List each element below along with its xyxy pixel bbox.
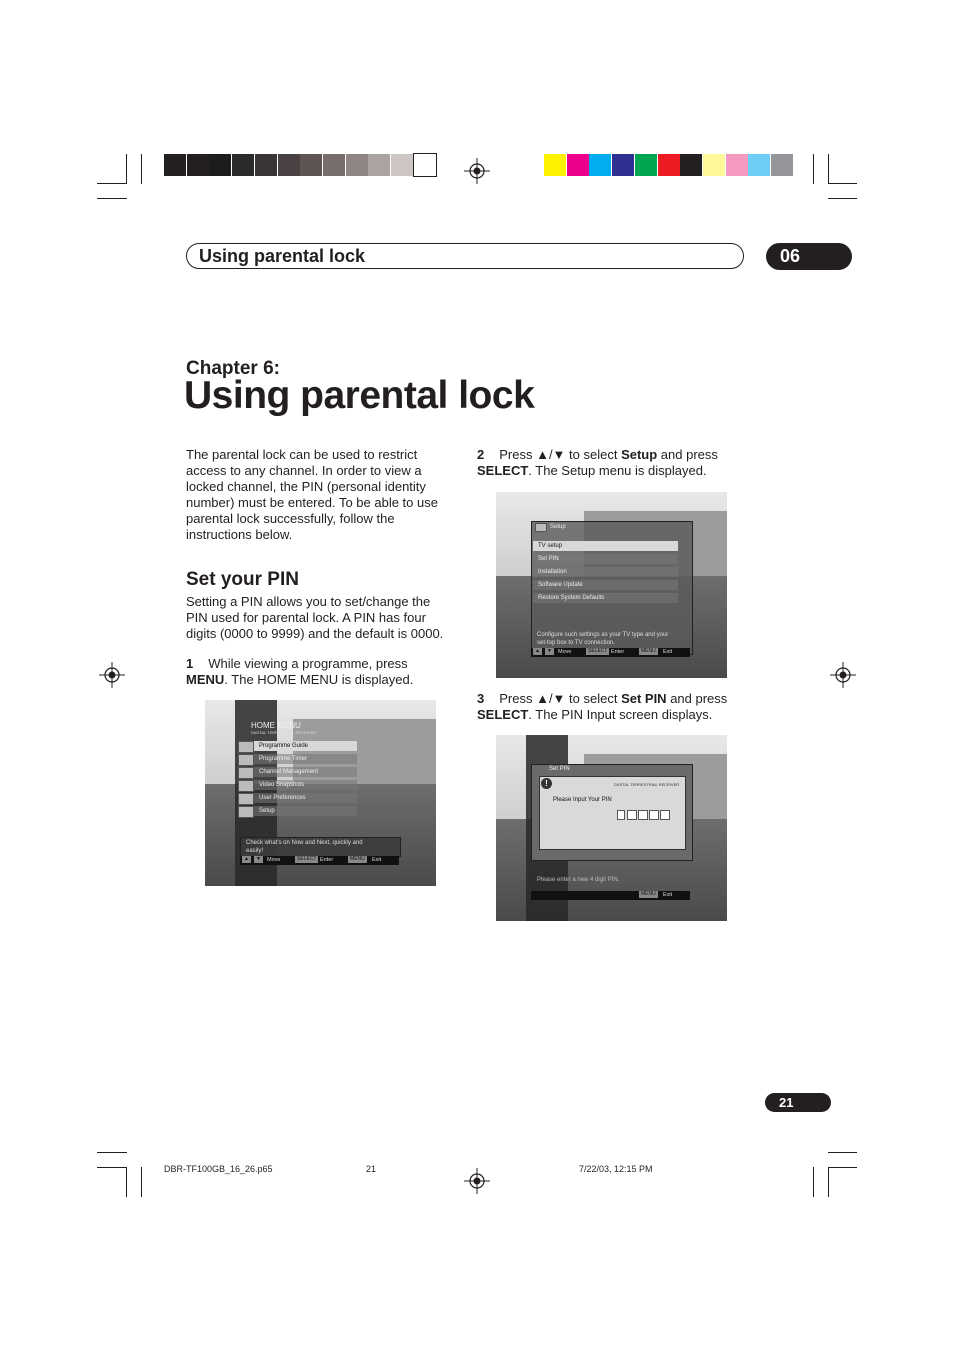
intro-line: parental lock successfully, follow the [186, 511, 395, 526]
registration-mark-icon [464, 158, 490, 184]
calibration-swatch [255, 154, 277, 176]
pin-digit-field[interactable] [627, 810, 637, 820]
up-arrow-icon: ▲ [535, 648, 540, 654]
calibration-swatch [567, 154, 589, 176]
calibration-swatch [612, 154, 634, 176]
osd-menu-title: Set PIN [549, 766, 570, 772]
set-pin-screenshot [496, 735, 727, 921]
step-text: . The HOME MENU is displayed. [224, 672, 414, 687]
video-snapshots-icon [238, 780, 254, 792]
intro-line: The parental lock can be used to restrict [186, 447, 418, 462]
osd-menu-item: Installation [533, 567, 678, 577]
nav-move-label: Move [558, 649, 572, 655]
calibration-swatch [300, 154, 322, 176]
osd-menu-item: TV setup [533, 541, 678, 551]
footer-date: 7/22/03, 12:15 PM [579, 1164, 653, 1174]
osd-help-text: Configure such settings as your TV type and your set-top box to TV connection. [537, 632, 669, 646]
intro-line: locked channel, the PIN (personal identity [186, 479, 426, 494]
osd-nav-bar [531, 891, 690, 900]
step-number: 1 [186, 656, 194, 671]
nav-menu-key: MENU [641, 891, 656, 897]
warning-icon: ! [541, 778, 552, 789]
crop-mark [828, 1167, 829, 1197]
calibration-swatch [658, 154, 680, 176]
calibration-swatch [544, 154, 566, 176]
registration-mark-icon [464, 1168, 490, 1194]
key-label: MENU [186, 672, 225, 687]
nav-menu-key: MENU [641, 648, 656, 654]
osd-menu-item: Video Snapshots [254, 780, 357, 790]
nav-exit-label: Exit [663, 649, 673, 655]
calibration-swatch [187, 154, 209, 176]
user-preferences-icon [238, 793, 254, 805]
step-number: 3 [477, 691, 485, 706]
osd-nav-bar [240, 856, 399, 865]
step-text: While viewing a programme, press [208, 656, 408, 671]
crop-mark [828, 198, 857, 199]
intro-paragraph [186, 447, 456, 543]
setup-menu-screenshot [496, 492, 727, 678]
calibration-swatch [589, 154, 611, 176]
osd-menu-subtitle: DIGITAL TERRESTRIAL RECEIVER [251, 730, 317, 735]
nav-exit-label: Exit [663, 892, 673, 898]
calibration-swatch [703, 154, 725, 176]
calibration-swatch [278, 154, 300, 176]
crop-mark [813, 154, 814, 184]
crop-mark [828, 1167, 857, 1168]
intro-line: access to any channel. In order to view a [186, 463, 422, 478]
crop-mark [828, 154, 829, 184]
osd-menu-item: Set PIN [533, 554, 678, 564]
key-label: SELECT [477, 707, 529, 722]
calibration-swatch [748, 154, 770, 176]
pin-digit-field[interactable] [617, 810, 625, 820]
calibration-swatch [232, 154, 254, 176]
section-heading: Set your PIN [186, 569, 299, 590]
crop-mark [813, 1167, 814, 1197]
osd-menu-title: HOME MENU [251, 721, 301, 730]
nav-enter-label: Enter [611, 649, 625, 655]
step-2 [477, 447, 747, 479]
crop-mark [141, 154, 142, 184]
calibration-swatch [346, 154, 368, 176]
osd-help-text: Check what's on Now and Next, quickly and easily! [246, 840, 363, 854]
calibration-swatch [414, 154, 436, 176]
step-number: 2 [477, 447, 485, 462]
menu-option-label: Setup [621, 447, 658, 462]
pin-digit-field[interactable] [638, 810, 648, 820]
nav-enter-label: Enter [320, 857, 334, 863]
crop-mark [828, 183, 857, 184]
step-1 [186, 656, 456, 688]
crop-mark [828, 1152, 857, 1153]
osd-menu-item: Programme Timer [254, 754, 357, 764]
osd-nav-bar [531, 648, 690, 657]
crop-mark [97, 1167, 127, 1168]
set-pin-paragraph [186, 594, 456, 642]
crop-mark [97, 198, 127, 199]
programme-timer-icon [238, 754, 254, 766]
page-number-badge [765, 1093, 831, 1112]
osd-menu-item: Software Update [533, 580, 678, 590]
key-label: SELECT [477, 463, 529, 478]
osd-menu-title: Setup [550, 524, 566, 530]
step-text: Press ▲/▼ to select [499, 447, 622, 462]
osd-menu-item: User Preferences [254, 793, 357, 803]
setup-icon [238, 806, 254, 818]
osd-help-text: Please enter a new 4 digit PIN. [537, 877, 620, 883]
pin-digit-field[interactable] [649, 810, 659, 820]
pin-digit-field[interactable] [660, 810, 670, 820]
osd-menu-item: Programme Guide [254, 741, 357, 751]
down-arrow-icon: ▼ [547, 648, 552, 654]
footer-page: 21 [366, 1164, 377, 1174]
osd-menu-item: Restore System Defaults [533, 593, 678, 603]
crop-mark [141, 1167, 142, 1197]
calibration-swatch [391, 154, 413, 176]
set-pin-line: Setting a PIN allows you to set/change the [186, 594, 431, 609]
calibration-swatch [726, 154, 748, 176]
set-pin-line: PIN used for parental lock. A PIN has four [186, 610, 426, 625]
page-number: 21 [779, 1095, 794, 1110]
programme-guide-icon [238, 741, 254, 753]
calibration-swatch [164, 154, 186, 176]
osd-menu-item: Setup [254, 806, 357, 816]
registration-mark-icon [99, 662, 125, 688]
nav-select-key: SELECT [588, 648, 608, 654]
step-text: . The PIN Input screen displays. [528, 707, 713, 722]
crop-mark [126, 154, 127, 184]
section-header-title: Using parental lock [199, 246, 366, 266]
step-text: and press [666, 691, 728, 706]
calibration-swatch [771, 154, 793, 176]
footer-filename: DBR-TF100GB_16_26.p65 [164, 1164, 273, 1174]
nav-select-key: SELECT [297, 856, 317, 862]
step-text: . The Setup menu is displayed. [528, 463, 707, 478]
nav-exit-label: Exit [372, 857, 382, 863]
home-menu-screenshot [205, 700, 436, 886]
set-pin-line: digits (0000 to 9999) and the default is 0000. [186, 626, 444, 641]
crop-mark [126, 1167, 127, 1197]
chapter-label: Chapter 6: [186, 358, 280, 379]
section-header [186, 243, 744, 269]
step-text: Press ▲/▼ to select [499, 691, 622, 706]
intro-line: number) must be entered. To be able to use [186, 495, 438, 510]
calibration-swatch [680, 154, 702, 176]
down-arrow-icon: ▼ [256, 856, 261, 862]
setup-icon [535, 523, 547, 532]
osd-brand-label: DIGITAL TERRESTRIAL RECEIVER [614, 782, 680, 787]
calibration-swatch [635, 154, 657, 176]
page-title: Using parental lock [184, 374, 535, 417]
calibration-swatch [323, 154, 345, 176]
step-text: and press [657, 447, 718, 462]
intro-line: instructions below. [186, 527, 293, 542]
crop-mark [97, 183, 127, 184]
step-3 [477, 691, 747, 723]
pin-prompt: Please Input Your PIN [553, 797, 612, 803]
calibration-swatch [368, 154, 390, 176]
channel-management-icon [238, 767, 254, 779]
calibration-swatch [209, 154, 231, 176]
crop-mark [97, 1152, 127, 1153]
registration-mark-icon [830, 662, 856, 688]
chapter-number-badge: 06 [766, 243, 852, 270]
osd-menu-item: Channel Management [254, 767, 357, 777]
up-arrow-icon: ▲ [244, 856, 249, 862]
menu-option-label: Set PIN [621, 691, 667, 706]
nav-menu-key: MENU [350, 856, 365, 862]
nav-move-label: Move [267, 857, 281, 863]
